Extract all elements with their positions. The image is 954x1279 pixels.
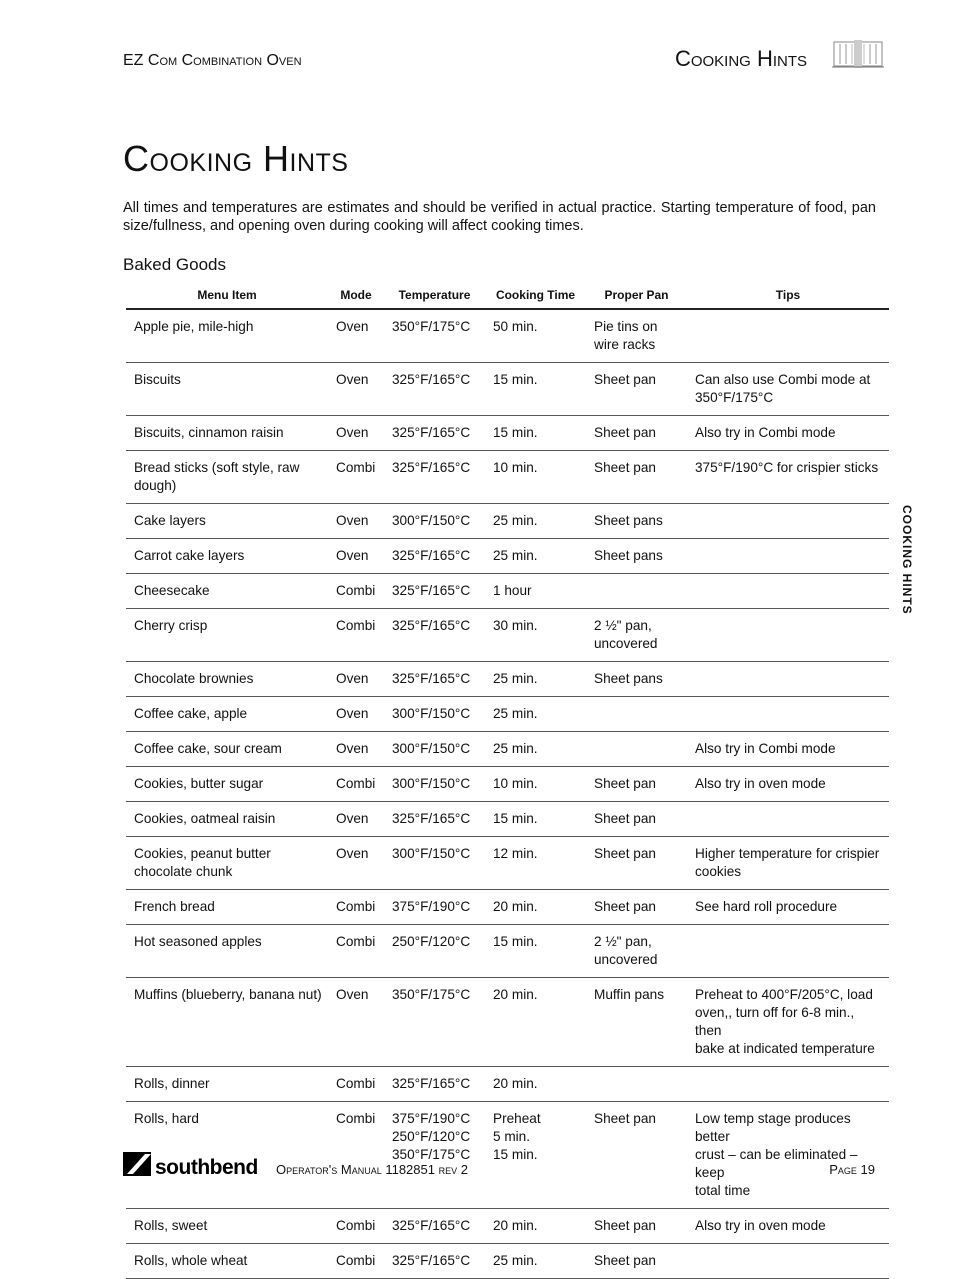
section-title: Baked Goods: [123, 255, 227, 274]
side-tab: [900, 505, 924, 625]
table-cell: Rolls, dinner: [126, 1067, 328, 1102]
table-cell: 25 min.: [485, 504, 586, 539]
column-header: Proper Pan: [586, 283, 687, 309]
table-cell: Sheet pan: [586, 767, 687, 802]
table-cell: Oven: [328, 504, 384, 539]
table-cell: Oven: [328, 837, 384, 890]
table-cell: 2 ½" pan, uncovered: [586, 609, 687, 662]
table-cell: Coffee cake, sour cream: [126, 732, 328, 767]
table-row: [126, 309, 889, 363]
table-cell: 30 min.: [485, 609, 586, 662]
table-cell: Combi: [328, 1102, 384, 1209]
table-cell: [687, 539, 889, 574]
table-cell: 250°F/120°C: [384, 925, 485, 978]
table-cell: 300°F/150°C: [384, 767, 485, 802]
table-row: [126, 697, 889, 732]
table-row: [126, 662, 889, 697]
side-tab-label: COOKING HINTS: [900, 505, 914, 615]
table-cell: 15 min.: [485, 802, 586, 837]
table-header-row: [126, 283, 889, 309]
table-cell: Apple pie, mile-high: [126, 309, 328, 363]
table-cell: 325°F/165°C: [384, 539, 485, 574]
table-cell: Rolls, sweet: [126, 1209, 328, 1244]
table-row: [126, 504, 889, 539]
table-cell: 300°F/150°C: [384, 697, 485, 732]
table-row: [126, 609, 889, 662]
table-row: [126, 767, 889, 802]
table-cell: Oven: [328, 802, 384, 837]
intro-paragraph: All times and temperatures are estimates and should be verified in actual practice. Starting temperature of food, pan size/fullness, and opening oven during cooking will affect cooking times.: [123, 200, 876, 234]
table-cell: Cookies, butter sugar: [126, 767, 328, 802]
table-cell: Sheet pans: [586, 539, 687, 574]
table-row: [126, 890, 889, 925]
table-cell: Also try in oven mode: [687, 1209, 889, 1244]
table-row: [126, 925, 889, 978]
column-header: Mode: [328, 283, 384, 309]
table-cell: 25 min.: [485, 697, 586, 732]
table-cell: Sheet pan: [586, 1244, 687, 1279]
table-cell: Oven: [328, 539, 384, 574]
table-cell: 50 min.: [485, 309, 586, 363]
table-row: [126, 732, 889, 767]
southbend-logo: [123, 1150, 261, 1178]
table-cell: 325°F/165°C: [384, 802, 485, 837]
table-cell: Cookies, peanut butter chocolate chunk: [126, 837, 328, 890]
table-cell: [687, 504, 889, 539]
brand-wordmark: southbend: [155, 1156, 258, 1178]
table-row: [126, 574, 889, 609]
table-cell: Also try in Combi mode: [687, 416, 889, 451]
table-cell: Chocolate brownies: [126, 662, 328, 697]
table-cell: 350°F/175°C: [384, 978, 485, 1067]
table-cell: Also try in oven mode: [687, 767, 889, 802]
table-cell: Combi: [328, 1209, 384, 1244]
table-row: [126, 416, 889, 451]
table-cell: 325°F/165°C: [384, 574, 485, 609]
table-cell: Sheet pan: [586, 1209, 687, 1244]
table-cell: 325°F/165°C: [384, 1209, 485, 1244]
column-header: Tips: [687, 283, 889, 309]
table-cell: Sheet pan: [586, 416, 687, 451]
table-row: [126, 451, 889, 504]
table-cell: Also try in Combi mode: [687, 732, 889, 767]
page-title: Cooking Hints: [123, 138, 349, 179]
table-row: [126, 1244, 889, 1279]
table-cell: Combi: [328, 1067, 384, 1102]
table-cell: [687, 697, 889, 732]
table-cell: 325°F/165°C: [384, 451, 485, 504]
table-cell: Combi: [328, 609, 384, 662]
table-cell: Preheat to 400°F/205°C, load oven,, turn off for 6-8 min., then bake at indicated temperature: [687, 978, 889, 1067]
table-cell: [687, 662, 889, 697]
table-cell: Combi: [328, 451, 384, 504]
table-cell: 15 min.: [485, 416, 586, 451]
table-cell: 325°F/165°C: [384, 1244, 485, 1279]
table-cell: Sheet pans: [586, 504, 687, 539]
footer-manual-info: Operator's Manual 1182851 rev 2: [276, 1162, 468, 1177]
table-cell: Oven: [328, 978, 384, 1067]
table-cell: Sheet pan: [586, 837, 687, 890]
table-cell: 325°F/165°C: [384, 1067, 485, 1102]
table-cell: Muffin pans: [586, 978, 687, 1067]
table-cell: Can also use Combi mode at 350°F/175°C: [687, 363, 889, 416]
table-cell: Combi: [328, 574, 384, 609]
table-cell: 15 min.: [485, 925, 586, 978]
table-cell: 25 min.: [485, 1244, 586, 1279]
table-cell: Sheet pan: [586, 890, 687, 925]
table-cell: Rolls, whole wheat: [126, 1244, 328, 1279]
column-header: Cooking Time: [485, 283, 586, 309]
table-cell: [687, 802, 889, 837]
table-cell: Biscuits: [126, 363, 328, 416]
table-cell: [687, 1067, 889, 1102]
table-cell: Sheet pan: [586, 1102, 687, 1209]
table-cell: Cookies, oatmeal raisin: [126, 802, 328, 837]
table-row: [126, 539, 889, 574]
table-row: [126, 837, 889, 890]
table-cell: 300°F/150°C: [384, 732, 485, 767]
cooking-hints-table: [126, 283, 889, 1279]
table-cell: 25 min.: [485, 732, 586, 767]
table-row: [126, 1067, 889, 1102]
table-cell: Combi: [328, 767, 384, 802]
header-product-name: EZ Com Combination Oven: [123, 52, 302, 69]
table-cell: 350°F/175°C: [384, 309, 485, 363]
table-row: [126, 363, 889, 416]
table-row: [126, 802, 889, 837]
table-cell: [687, 309, 889, 363]
table-cell: 20 min.: [485, 1209, 586, 1244]
table-cell: [687, 925, 889, 978]
table-cell: Oven: [328, 416, 384, 451]
table-cell: 15 min.: [485, 363, 586, 416]
table-cell: [586, 732, 687, 767]
table-cell: Preheat 5 min. 15 min.: [485, 1102, 586, 1209]
header-section-name: Cooking Hints: [674, 46, 807, 71]
table-cell: Combi: [328, 1244, 384, 1279]
table-cell: Oven: [328, 309, 384, 363]
table-row: [126, 1209, 889, 1244]
table-cell: 25 min.: [485, 662, 586, 697]
table-cell: [687, 574, 889, 609]
table-cell: Oven: [328, 697, 384, 732]
table-cell: 12 min.: [485, 837, 586, 890]
column-header: Menu Item: [126, 283, 328, 309]
table-cell: Hot seasoned apples: [126, 925, 328, 978]
table-cell: Sheet pan: [586, 363, 687, 416]
table-cell: See hard roll procedure: [687, 890, 889, 925]
table-cell: French bread: [126, 890, 328, 925]
table-cell: Carrot cake layers: [126, 539, 328, 574]
table-cell: 325°F/165°C: [384, 363, 485, 416]
table-cell: 300°F/150°C: [384, 837, 485, 890]
table-cell: Cheesecake: [126, 574, 328, 609]
table-cell: Sheet pan: [586, 451, 687, 504]
table-cell: 300°F/150°C: [384, 504, 485, 539]
table-cell: Oven: [328, 732, 384, 767]
table-cell: 20 min.: [485, 890, 586, 925]
table-cell: 10 min.: [485, 451, 586, 504]
table-cell: Low temp stage produces better crust – can be eliminated – keep total time: [687, 1102, 889, 1209]
table-cell: Bread sticks (soft style, raw dough): [126, 451, 328, 504]
column-header: Temperature: [384, 283, 485, 309]
table-cell: Oven: [328, 363, 384, 416]
table-cell: 325°F/165°C: [384, 416, 485, 451]
table-cell: Coffee cake, apple: [126, 697, 328, 732]
table-cell: Higher temperature for crispier cookies: [687, 837, 889, 890]
table-cell: 375°F/190°C 250°F/120°C 350°F/175°C: [384, 1102, 485, 1209]
table-cell: 325°F/165°C: [384, 662, 485, 697]
table-cell: Rolls, hard: [126, 1102, 328, 1209]
table-cell: 20 min.: [485, 978, 586, 1067]
table-cell: Sheet pans: [586, 662, 687, 697]
table-cell: Pie tins on wire racks: [586, 309, 687, 363]
table-cell: 375°F/190°C for crispier sticks: [687, 451, 889, 504]
table-cell: 25 min.: [485, 539, 586, 574]
table-cell: 325°F/165°C: [384, 609, 485, 662]
table-cell: 375°F/190°C: [384, 890, 485, 925]
table-cell: Biscuits, cinnamon raisin: [126, 416, 328, 451]
table-cell: Cherry crisp: [126, 609, 328, 662]
table-cell: Combi: [328, 925, 384, 978]
oven-icon: [830, 38, 886, 70]
table-cell: Oven: [328, 662, 384, 697]
table-row: [126, 978, 889, 1067]
table-cell: Combi: [328, 890, 384, 925]
table-cell: Sheet pan: [586, 802, 687, 837]
table-cell: [586, 697, 687, 732]
table-cell: [586, 574, 687, 609]
table-cell: [687, 1244, 889, 1279]
table-cell: [586, 1067, 687, 1102]
table-cell: 1 hour: [485, 574, 586, 609]
table-cell: Cake layers: [126, 504, 328, 539]
table-cell: Muffins (blueberry, banana nut): [126, 978, 328, 1067]
table-cell: 10 min.: [485, 767, 586, 802]
table-cell: 20 min.: [485, 1067, 586, 1102]
table-cell: 2 ½" pan, uncovered: [586, 925, 687, 978]
table-cell: [687, 609, 889, 662]
footer-page-number: Page 19: [829, 1162, 875, 1177]
